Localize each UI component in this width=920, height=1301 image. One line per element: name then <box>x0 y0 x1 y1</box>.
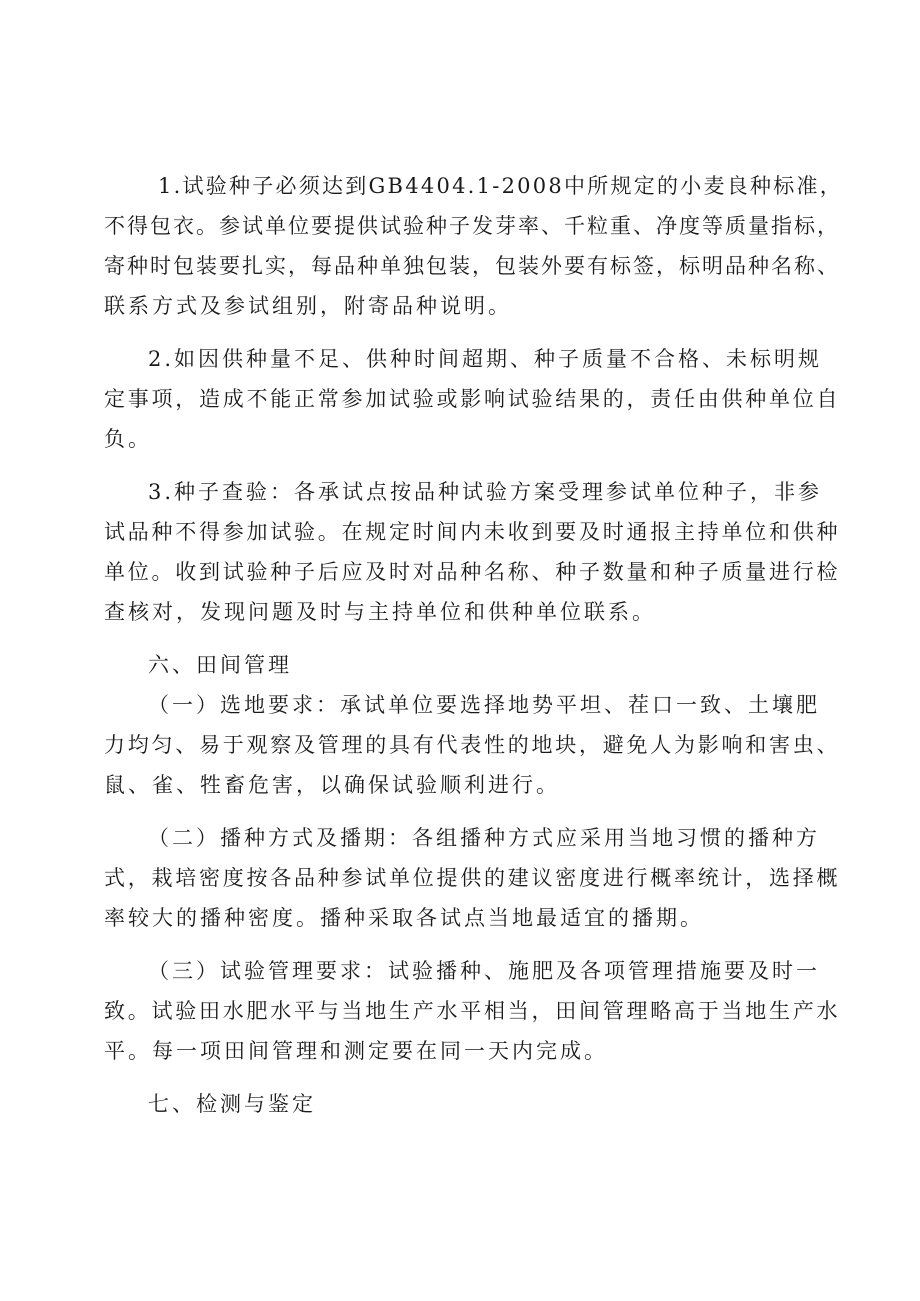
text-line-11: 查核对，发现问题及时与主持单位和供种单位联系。 <box>104 600 656 624</box>
text-line-10: 单位。收到试验种子后应及时对品种名称、种子数量和种子质量进行检 <box>104 560 841 584</box>
text-line-6: 定事项，造成不能正常参加试验或影响试验结果的，责任由供种单位自 <box>104 387 841 411</box>
text-line-8: 3.种子查验：各承试点按品种试验方案受理参试单位种子，非参 <box>148 480 823 504</box>
section-heading-6: 六、田间管理 <box>148 653 292 677</box>
text-line-17: 式，栽培密度按各品种参试单位提供的建议密度进行概率统计，选择概 <box>104 866 841 890</box>
text-line-21: 平。每一项田间管理和测定要在同一天内完成。 <box>104 1039 608 1063</box>
text-line-5: 2.如因供种量不足、供种时间超期、种子质量不合格、未标明规 <box>148 347 823 371</box>
text-line-7: 负。 <box>104 427 152 451</box>
text-line-18: 率较大的播种密度。播种采取各试点当地最适宜的播期。 <box>104 906 704 930</box>
text-line-9: 试品种不得参加试验。在规定时间内未收到要及时通报主持单位和供种 <box>104 520 841 544</box>
text-line-20: 致。试验田水肥水平与当地生产水平相当，田间管理略高于当地生产水 <box>104 999 841 1023</box>
text-line-15: 鼠、雀、牲畜危害，以确保试验顺利进行。 <box>104 773 560 797</box>
text-line-2: 不得包衣。参试单位要提供试验种子发芽率、千粒重、净度等质量指标， <box>104 214 840 238</box>
text-line-16: （二）播种方式及播期：各组播种方式应采用当地习惯的播种方 <box>148 826 820 850</box>
text-line-3: 寄种时包装要扎实，每品种单独包装，包装外要有标签，标明品种名称、 <box>104 254 840 278</box>
section-heading-7: 七、检测与鉴定 <box>148 1092 316 1116</box>
text-line-1: 1.试验种子必须达到GB4404.1-2008中所规定的小麦良种标准， <box>158 174 844 198</box>
text-line-14: 力均匀、易于观察及管理的具有代表性的地块，避免人为影响和害虫、 <box>104 733 841 757</box>
text-line-13: （一）选地要求：承试单位要选择地势平坦、茬口一致、土壤肥 <box>148 693 820 717</box>
text-line-19: （三）试验管理要求：试验播种、施肥及各项管理措施要及时一 <box>148 959 820 983</box>
text-line-4: 联系方式及参试组别，附寄品种说明。 <box>104 294 512 318</box>
